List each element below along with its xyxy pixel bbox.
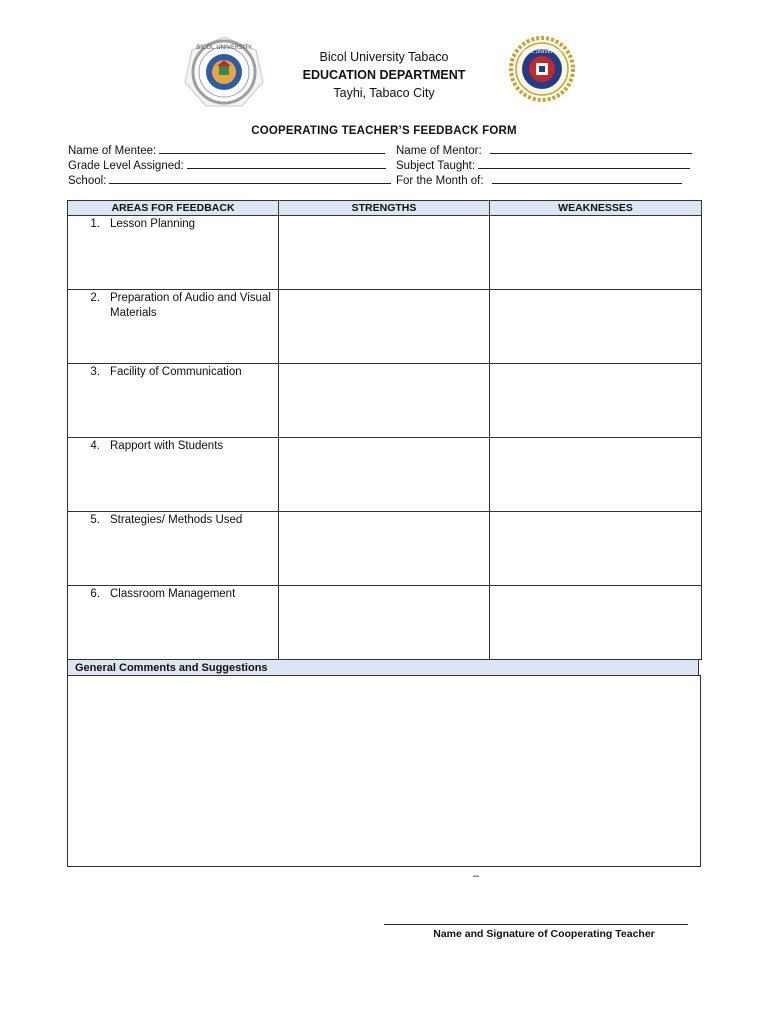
area-cell	[68, 438, 279, 512]
table-header-row	[68, 201, 702, 216]
university-crest-logo	[504, 36, 580, 102]
weaknesses-cell[interactable]	[490, 512, 702, 586]
area-number: 3.	[90, 366, 100, 378]
subject-label: Subject Taught:	[396, 160, 476, 172]
form-fields	[68, 142, 708, 187]
table-row	[68, 512, 702, 586]
school-input-line[interactable]	[109, 172, 391, 184]
grade-input-line[interactable]	[187, 157, 386, 169]
areas-header: AREAS FOR FEEDBACK	[68, 201, 279, 216]
campus-address: Tayhi, Tabaco City	[333, 86, 435, 100]
area-number: 1.	[90, 218, 100, 230]
strengths-cell[interactable]	[279, 364, 490, 438]
department-name: EDUCATION DEPARTMENT	[302, 68, 466, 82]
table-row	[68, 290, 702, 364]
area-label: Rapport with Students	[110, 440, 224, 452]
strengths-cell[interactable]	[279, 586, 490, 660]
form-title: COOPERATING TEACHER’S FEEDBACK FORM	[251, 125, 517, 137]
month-field[interactable]	[396, 172, 682, 189]
area-number: 6.	[90, 588, 100, 600]
area-number: 5.	[90, 514, 100, 526]
area-number: 4.	[90, 440, 100, 452]
strengths-cell[interactable]	[279, 216, 490, 290]
signature-line[interactable]	[384, 924, 688, 925]
bicol-university-seal-logo	[184, 36, 264, 108]
school-field[interactable]	[68, 172, 391, 189]
mentor-input-line[interactable]	[490, 142, 692, 154]
area-cell	[68, 216, 279, 290]
area-cell	[68, 512, 279, 586]
table-row	[68, 364, 702, 438]
month-input-line[interactable]	[492, 172, 682, 184]
school-label: School:	[68, 175, 107, 187]
signature-label: Name and Signature of Cooperating Teacher	[433, 928, 655, 940]
table-row	[68, 438, 702, 512]
weaknesses-cell[interactable]	[490, 216, 702, 290]
mentee-label: Name of Mentee:	[68, 145, 157, 157]
svg-text:BICOL UNIVERSITY: BICOL UNIVERSITY	[518, 49, 566, 55]
area-number: 2.	[90, 292, 100, 304]
area-label: Lesson Planning	[110, 218, 196, 230]
subject-input-line[interactable]	[478, 157, 690, 169]
area-label: Facility of Communication	[110, 366, 242, 378]
area-cell	[68, 364, 279, 438]
dash-mark: –	[473, 870, 480, 882]
feedback-table	[67, 200, 702, 660]
month-label: For the Month of:	[396, 175, 484, 187]
weaknesses-cell[interactable]	[490, 364, 702, 438]
weaknesses-cell[interactable]	[490, 586, 702, 660]
comments-heading: General Comments and Suggestions	[67, 659, 699, 675]
weaknesses-cell[interactable]	[490, 438, 702, 512]
university-name: Bicol University Tabaco	[319, 50, 449, 64]
strengths-cell[interactable]	[279, 438, 490, 512]
weaknesses-header: WEAKNESSES	[490, 201, 702, 216]
strengths-cell[interactable]	[279, 290, 490, 364]
area-cell	[68, 290, 279, 364]
letterhead	[0, 36, 768, 108]
area-label: Classroom Management	[110, 588, 236, 600]
area-label: Strategies/ Methods Used	[110, 514, 243, 526]
mentor-label: Name of Mentor:	[396, 145, 482, 157]
comments-textarea[interactable]	[67, 675, 701, 867]
table-row	[68, 216, 702, 290]
grade-label: Grade Level Assigned:	[68, 160, 184, 172]
strengths-header: STRENGTHS	[279, 201, 490, 216]
area-label: Preparation of Audio and Visual Materials	[110, 292, 271, 319]
area-cell	[68, 586, 279, 660]
svg-text:BICOL UNIVERSITY: BICOL UNIVERSITY	[196, 44, 252, 51]
mentee-input-line[interactable]	[159, 142, 385, 154]
strengths-cell[interactable]	[279, 512, 490, 586]
institution-header	[270, 48, 498, 102]
weaknesses-cell[interactable]	[490, 290, 702, 364]
table-row	[68, 586, 702, 660]
